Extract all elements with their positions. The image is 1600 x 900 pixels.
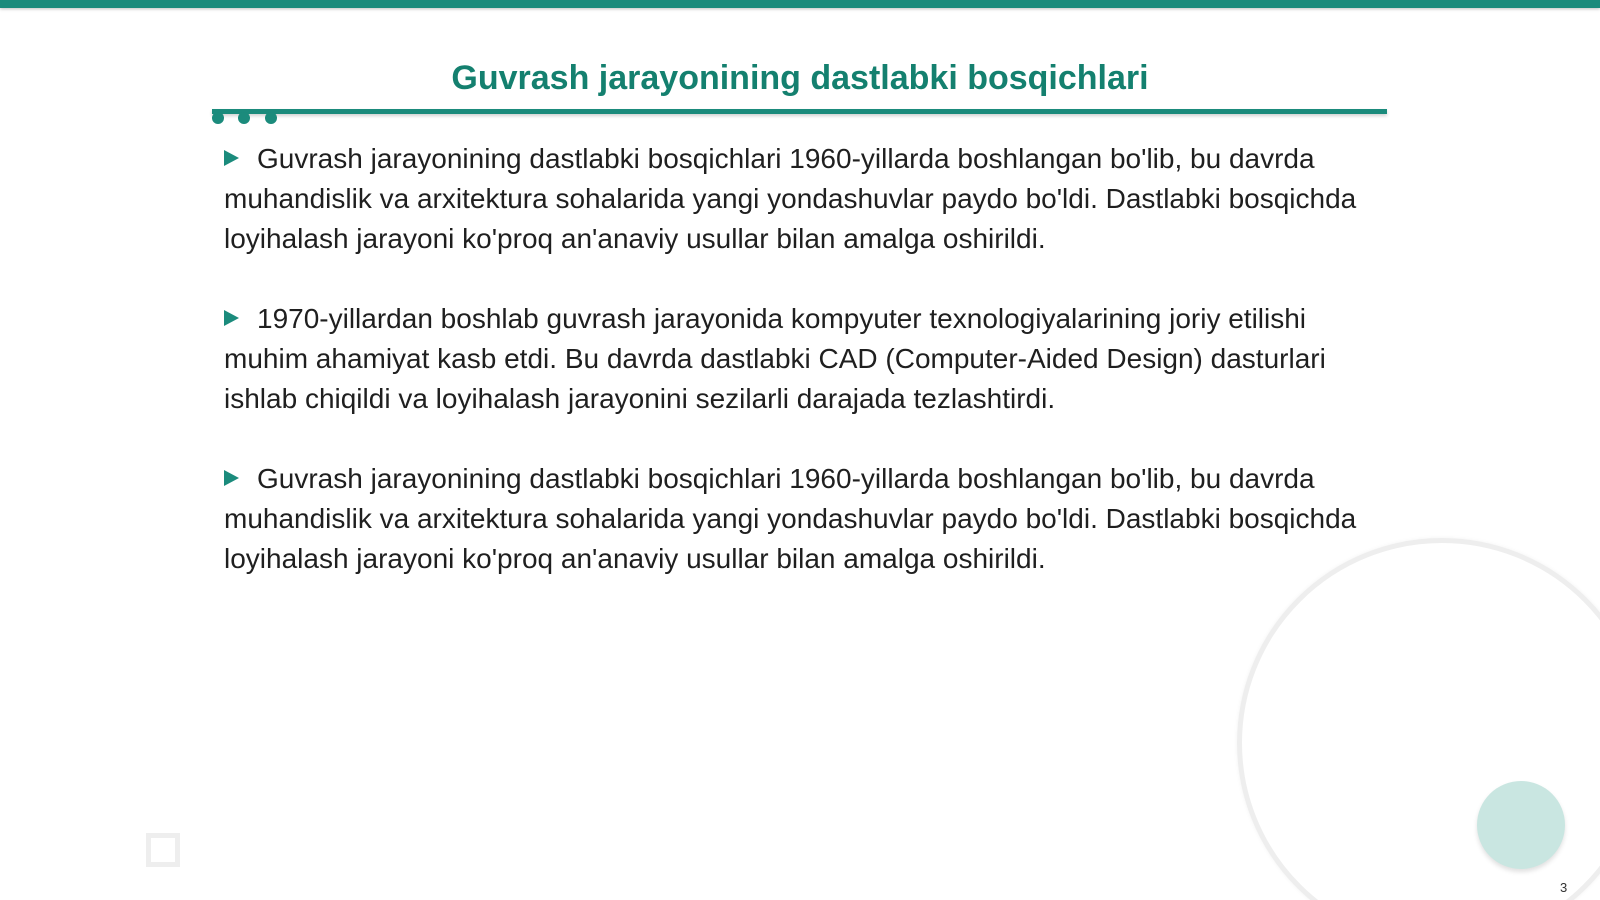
slide-title: Guvrash jarayonining dastlabki bosqichlari	[451, 59, 1149, 97]
decor-dot	[238, 112, 250, 124]
decor-square	[146, 833, 180, 867]
bullet-item	[224, 459, 1394, 579]
top-accent-bar	[0, 0, 1600, 8]
slide-content	[224, 139, 1394, 619]
triangle-bullet-icon	[224, 150, 239, 166]
page-number: 3	[1560, 880, 1568, 895]
triangle-bullet-icon	[224, 310, 239, 326]
bullet-item	[224, 139, 1394, 259]
bullet-text: Guvrash jarayonining dastlabki bosqichlari 1960-yillarda boshlangan bo'lib, bu davrda muhandislik va arxitektura sohalarida yangi yondashuvlar paydo bo'ldi. Dastlabki bosqichda loyihalash jarayoni ko'proq an'anaviy usullar bilan amalga oshirildi.	[224, 143, 1357, 254]
bullet-text: Guvrash jarayonining dastlabki bosqichlari 1960-yillarda boshlangan bo'lib, bu davrda muhandislik va arxitektura sohalarida yangi yondashuvlar paydo bo'ldi. Dastlabki bosqichda loyihalash jarayoni ko'proq an'anaviy usullar bilan amalga oshirildi.	[224, 463, 1357, 574]
decor-dot	[265, 112, 277, 124]
decor-dot	[212, 112, 224, 124]
bullet-item	[224, 299, 1394, 419]
bullet-text: 1970-yillardan boshlab guvrash jarayonida kompyuter texnologiyalarining joriy etilishi muhim ahamiyat kasb etdi. Bu davrda dastlabki CAD (Computer-Aided Design) dasturlari ishlab chiqildi va loyihalash jarayonini sezilarli darajada tezlashtirdi.	[224, 303, 1326, 414]
decor-circle	[1477, 781, 1565, 869]
title-underline	[212, 109, 1387, 114]
triangle-bullet-icon	[224, 470, 239, 486]
